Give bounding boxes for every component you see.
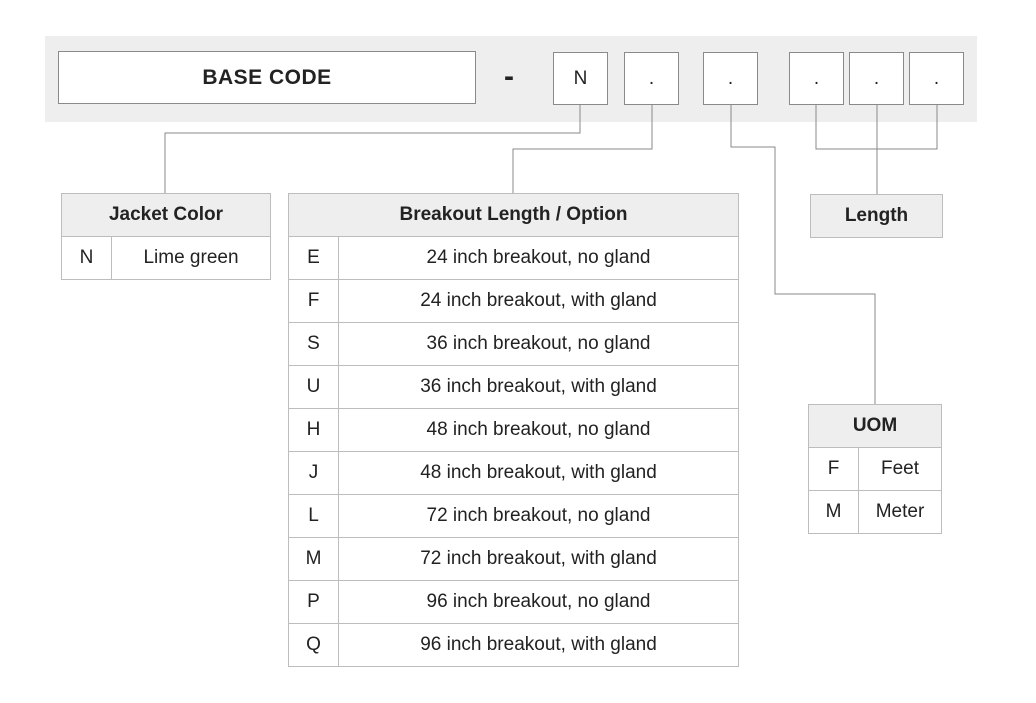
desc-cell: 24 inch breakout, no gland xyxy=(339,237,739,280)
slot-length-1: . xyxy=(789,52,844,105)
connector-uom xyxy=(731,105,875,405)
jacket-color-title: Jacket Color xyxy=(62,194,271,237)
slot-jacket-color: N xyxy=(553,52,608,105)
desc-cell: 96 inch breakout, no gland xyxy=(339,581,739,624)
table-row xyxy=(289,323,739,366)
desc-cell: 36 inch breakout, with gland xyxy=(339,366,739,409)
desc-cell: 72 inch breakout, no gland xyxy=(339,495,739,538)
table-row xyxy=(809,448,942,491)
breakout-table xyxy=(288,193,739,667)
code-cell: P xyxy=(289,581,339,624)
desc-cell: Meter xyxy=(859,491,942,534)
code-cell: H xyxy=(289,409,339,452)
jacket-color-table xyxy=(61,193,271,280)
desc-cell: 24 inch breakout, with gland xyxy=(339,280,739,323)
uom-title: UOM xyxy=(809,405,942,448)
uom-table xyxy=(808,404,942,534)
desc-cell: 36 inch breakout, no gland xyxy=(339,323,739,366)
code-cell: S xyxy=(289,323,339,366)
code-cell: N xyxy=(62,237,112,280)
code-cell: J xyxy=(289,452,339,495)
slot-breakout: . xyxy=(624,52,679,105)
table-row xyxy=(289,495,739,538)
separator-dash: - xyxy=(504,60,514,93)
table-row xyxy=(809,491,942,534)
base-code-box: BASE CODE xyxy=(58,51,476,104)
table-row xyxy=(62,237,271,280)
desc-cell: Lime green xyxy=(112,237,271,280)
desc-cell: Feet xyxy=(859,448,942,491)
code-cell: E xyxy=(289,237,339,280)
code-cell: F xyxy=(809,448,859,491)
slot-length-3: . xyxy=(909,52,964,105)
table-row xyxy=(289,366,739,409)
slot-uom: . xyxy=(703,52,758,105)
code-cell: M xyxy=(809,491,859,534)
table-row xyxy=(289,237,739,280)
length-title: Length xyxy=(810,194,943,238)
desc-cell: 48 inch breakout, no gland xyxy=(339,409,739,452)
table-row xyxy=(289,624,739,667)
slot-length-2: . xyxy=(849,52,904,105)
table-row xyxy=(289,280,739,323)
code-cell: L xyxy=(289,495,339,538)
desc-cell: 72 inch breakout, with gland xyxy=(339,538,739,581)
table-row xyxy=(289,452,739,495)
code-cell: F xyxy=(289,280,339,323)
code-cell: Q xyxy=(289,624,339,667)
table-row xyxy=(289,409,739,452)
breakout-title: Breakout Length / Option xyxy=(289,194,739,237)
connector-breakout xyxy=(513,105,652,194)
table-row xyxy=(289,581,739,624)
code-cell: M xyxy=(289,538,339,581)
desc-cell: 48 inch breakout, with gland xyxy=(339,452,739,495)
desc-cell: 96 inch breakout, with gland xyxy=(339,624,739,667)
code-cell: U xyxy=(289,366,339,409)
table-row xyxy=(289,538,739,581)
